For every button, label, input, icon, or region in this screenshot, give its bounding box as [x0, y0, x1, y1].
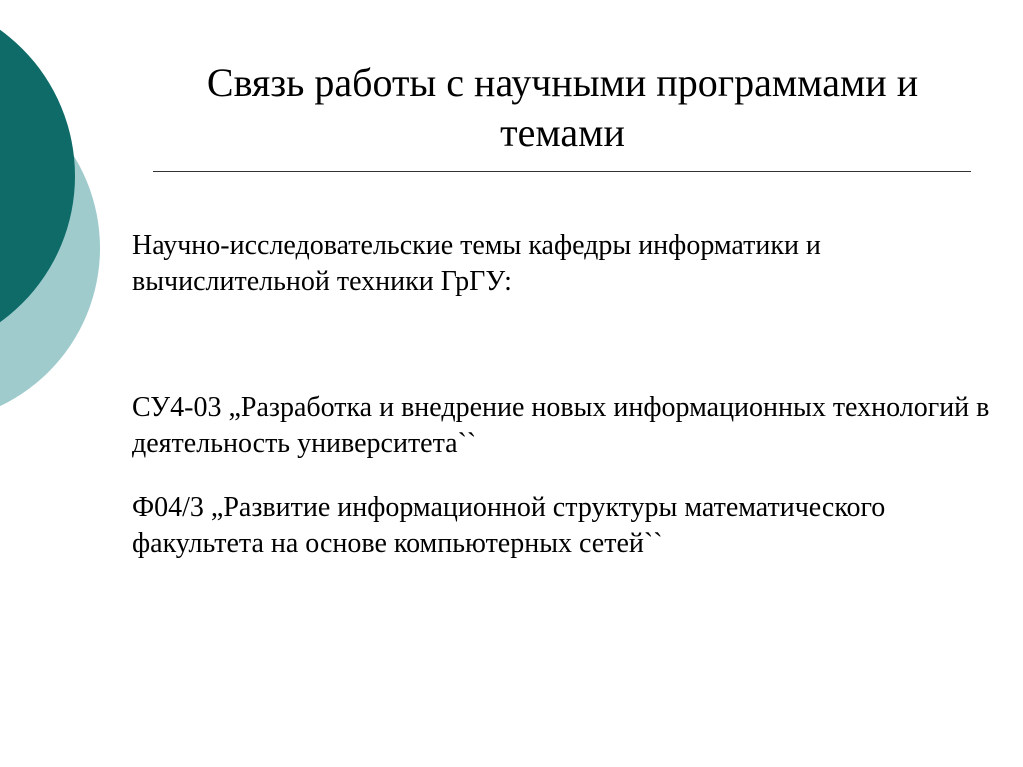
research-topic-1: СУ4-03 „Разработка и внедрение новых информационных технологий в деятельность университета`` [132, 392, 990, 459]
research-topic-2: Ф04/3 „Развитие информационной структуры математического факультета на основе компьютерных сетей`` [132, 492, 886, 559]
slide-title: Связь работы с научными программами и темами [206, 60, 919, 155]
intro-text: Научно-исследовательские темы кафедры информатики и вычислительной техники ГрГУ: [132, 230, 821, 297]
slide-body [132, 228, 992, 562]
title-divider [153, 171, 971, 172]
